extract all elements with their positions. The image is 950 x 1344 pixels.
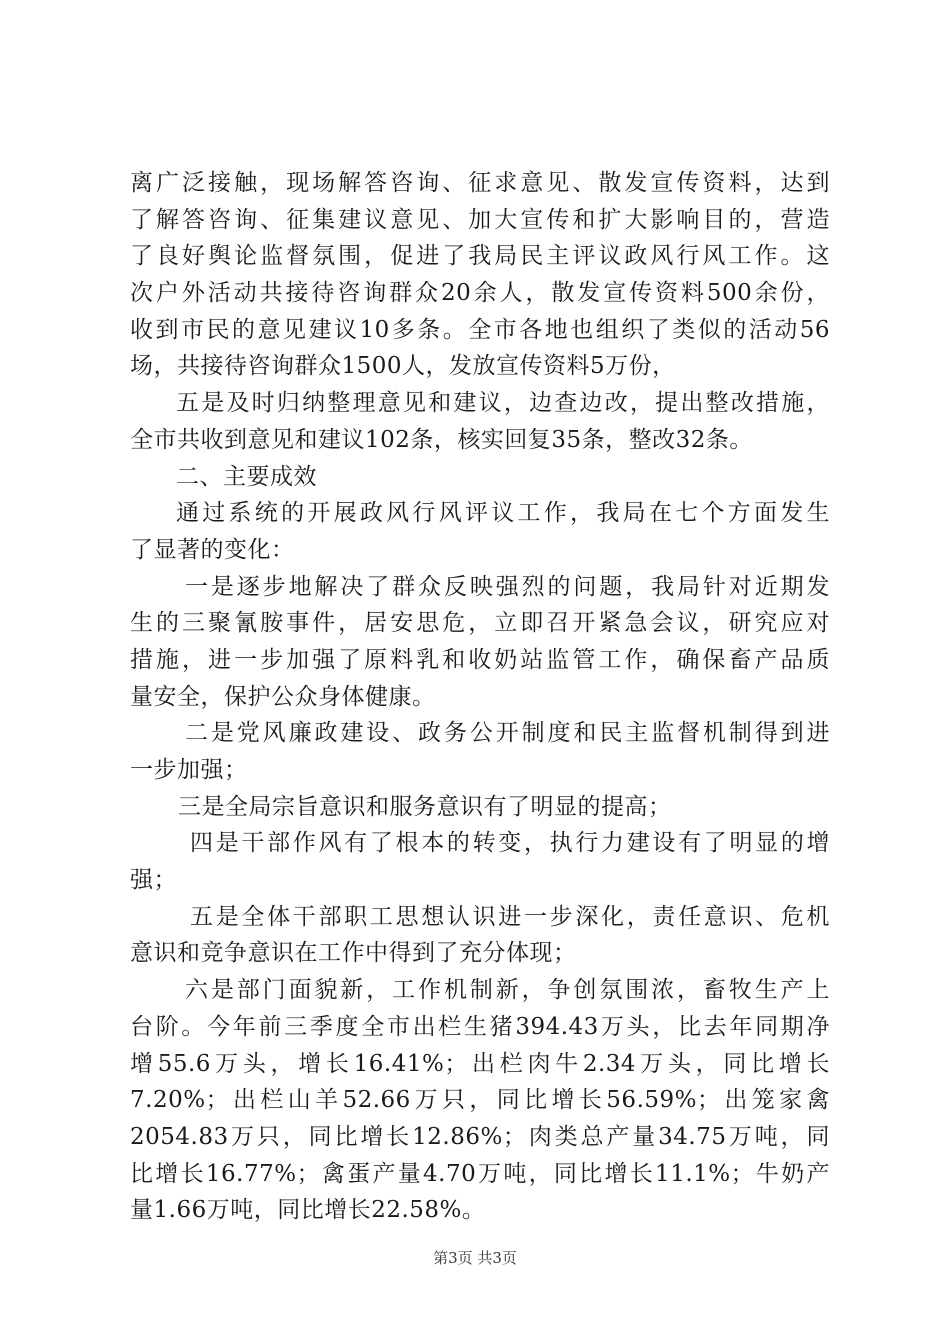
body-line: 场，共接待咨询群众1500人，发放宣传资料5万份， bbox=[130, 353, 676, 380]
body-line: 一是逐步地解决了群众反映强烈的问题，我局针对近期发 bbox=[185, 573, 830, 600]
body-line: 三是全局宗旨意识和服务意识有了明显的提高； bbox=[178, 793, 672, 820]
body-line: 六是部门面貌新，工作机制新，争创氛围浓，畜牧生产上 bbox=[185, 977, 830, 1004]
body-line: 2054.83万只，同比增长12.86%；肉类总产量34.75万吨，同 bbox=[130, 1123, 830, 1150]
body-line: 比增长16.77%；禽蛋产量4.70万吨，同比增长11.1%；牛奶产 bbox=[130, 1160, 830, 1187]
body-line: 全市共收到意见和建议102条，核实回复35条，整改32条。 bbox=[130, 426, 753, 453]
body-line: 了良好舆论监督氛围，促进了我局民主评议政风行风工作。这 bbox=[130, 243, 830, 270]
body-line: 生的三聚氰胺事件，居安思危，立即召开紧急会议，研究应对 bbox=[130, 610, 830, 637]
body-line: 收到市民的意见建议10多条。全市各地也组织了类似的活动56 bbox=[130, 316, 830, 343]
body-line: 强； bbox=[130, 867, 177, 894]
body-line: 量安全，保护公众身体健康。 bbox=[130, 683, 436, 710]
body-line: 一步加强； bbox=[130, 757, 248, 783]
document-body bbox=[130, 165, 830, 1229]
body-line: 次户外活动共接待咨询群众20余人，散发宣传资料500余份， bbox=[130, 280, 830, 307]
section-heading: 二、主要成效 bbox=[176, 463, 317, 490]
body-line: 二是党风廉政建设、政务公开制度和民主监督机制得到进 bbox=[185, 720, 830, 747]
body-line: 了解答咨询、征集建议意见、加大宣传和扩大影响目的，营造 bbox=[130, 206, 830, 233]
body-line: 五是全体干部职工思想认识进一步深化，责任意识、危机 bbox=[190, 903, 830, 930]
body-line: 量1.66万吨，同比增长22.58%。 bbox=[130, 1197, 486, 1224]
page-footer: 第3页 共3页 bbox=[433, 1249, 517, 1267]
body-line: 意识和竞争意识在工作中得到了充分体现； bbox=[130, 940, 577, 967]
body-line: 通过系统的开展政风行风评议工作，我局在七个方面发生 bbox=[176, 500, 830, 527]
body-line: 7.20%；出栏山羊52.66万只，同比增长56.59%；出笼家禽 bbox=[130, 1087, 830, 1114]
body-line: 了显著的变化： bbox=[130, 536, 295, 563]
body-line: 四是干部作风有了根本的转变，执行力建设有了明显的增 bbox=[190, 830, 830, 857]
body-line: 增55.6万头，增长16.41%；出栏肉牛2.34万头，同比增长 bbox=[130, 1050, 830, 1077]
body-line: 五是及时归纳整理意见和建议，边查边改，提出整改措施， bbox=[176, 390, 830, 417]
body-line: 措施，进一步加强了原料乳和收奶站监管工作，确保畜产品质 bbox=[130, 646, 830, 673]
body-line: 离广泛接触，现场解答咨询、征求意见、散发宣传资料，达到 bbox=[130, 170, 830, 196]
body-line: 台阶。今年前三季度全市出栏生猪394.43万头，比去年同期净 bbox=[130, 1013, 830, 1040]
